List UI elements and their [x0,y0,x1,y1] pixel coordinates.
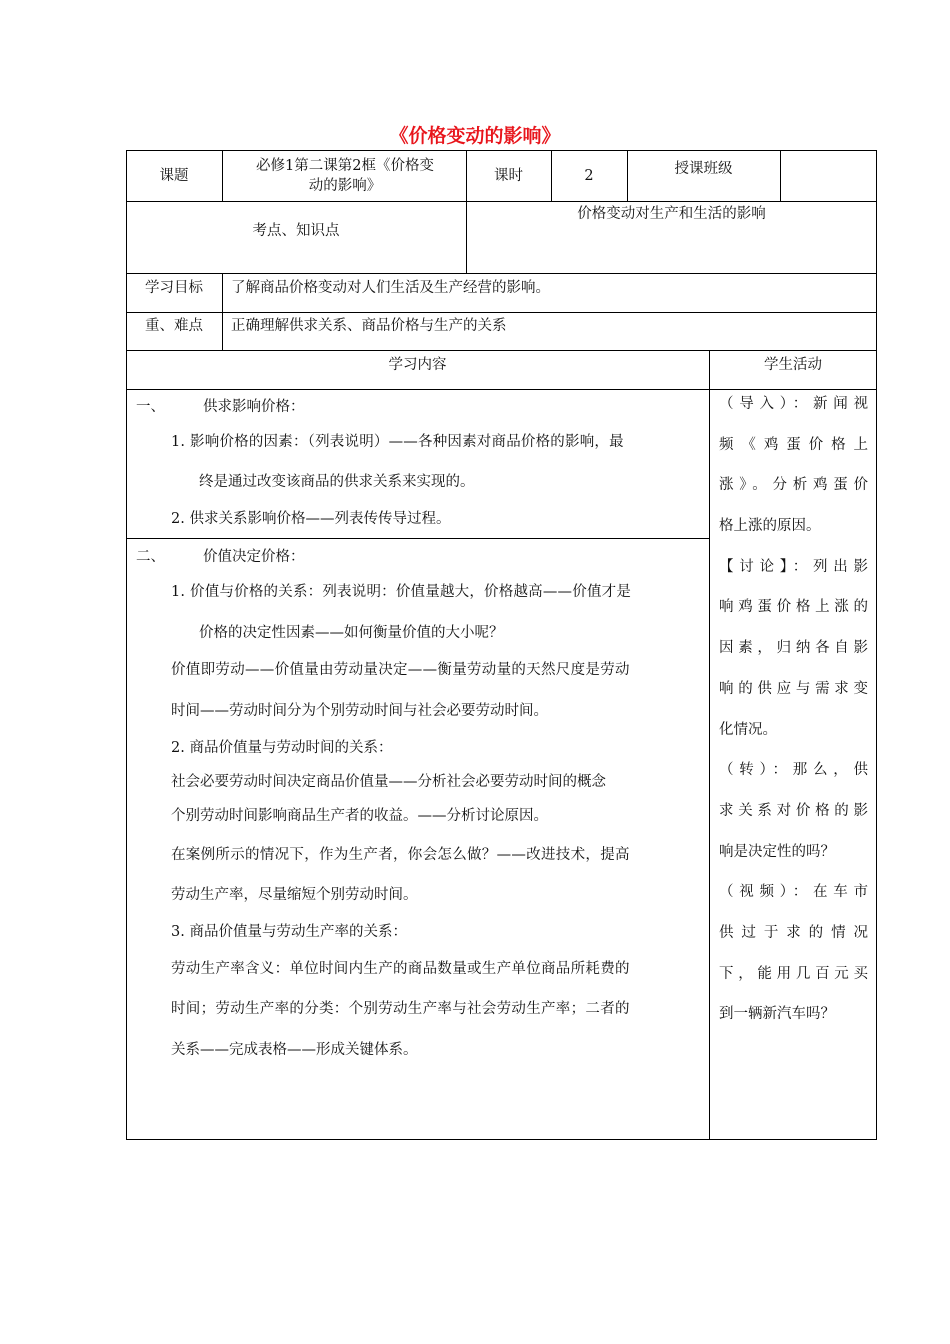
content-line: 1. 影响价格的因素：（列表说明）——各种因素对商品价格的影响，最 [171,434,624,450]
content-line: 2. 商品价值量与劳动时间的关系： [171,740,393,756]
content-line: 劳动生产率，尽量缩短个别劳动时间。 [171,887,418,903]
activity-line: 格上涨的原因。 [719,518,821,535]
col-divider [222,273,223,350]
activity-line: 响鸡蛋价格上涨的 [719,599,868,616]
activity-line: 响是决定性的吗？ [719,843,835,860]
activity-line: 频《鸡蛋价格上 [719,436,868,453]
topic-label: 课题 [159,168,189,184]
content-line: 劳动生产率含义：单位时间内生产的商品数量或生产单位商品所耗费的 [171,961,630,977]
row-divider [126,350,877,351]
period-value: 2 [584,168,594,184]
content-line: 终是通过改变该商品的供求关系来实现的。 [199,474,475,490]
activity-line: （转）：那么，供 [719,762,868,779]
activity-line: 下，能用几百元买 [719,965,868,982]
content-line: 关系——完成表格——形成关键体系。 [171,1042,418,1058]
content-line: 社会必要劳动时间决定商品价值量——分析社会必要劳动时间的概念 [171,774,606,790]
topic-value [226,156,464,196]
goal-value: 了解商品价格变动对人们生活及生产经营的影响。 [231,280,550,296]
activity-line: 因素，归纳各自影 [719,640,868,657]
content-line: 价值即劳动——价值量由劳动量决定——衡量劳动量的天然尺度是劳动 [171,662,630,678]
activity-line: 【讨论】：列出影 [719,558,868,575]
row-divider [126,273,877,274]
col-divider [222,150,223,201]
content-column-header: 学习内容 [388,357,447,373]
content-line: 在案例所示的情况下，作为生产者，你会怎么做？——改进技术，提高 [171,847,630,863]
knowledge-label: 考点、知识点 [252,223,340,239]
activity-line: （视频）：在车市 [719,884,868,901]
col-divider [709,350,710,1140]
period-label: 课时 [494,168,523,184]
focus-value: 正确理解供求关系、商品价格与生产的关系 [231,318,507,334]
activity-line: 化情况。 [719,721,777,738]
topic-value-line: 必修1第二课第2框《价格变 [256,158,434,174]
activity-line: 响的供应与需求变 [719,680,868,697]
section-divider [126,538,710,539]
row-divider [126,312,877,313]
focus-label: 重、难点 [145,318,203,334]
section-heading-number: 二、 [136,549,165,565]
section-heading-text: 供求影响价格： [203,399,305,415]
section-heading-number: 一、 [136,399,165,415]
topic-value-line: 动的影响》 [308,178,382,194]
student-activity-text [719,384,868,1035]
content-line: 1. 价值与价格的关系：列表说明：价值量越大，价格越高——价值才是 [171,584,632,600]
content-line: 3. 商品价值量与劳动生产率的关系： [171,924,407,940]
col-divider [780,150,781,201]
activity-line: 供过于求的情况 [719,924,868,941]
goal-label: 学习目标 [145,280,203,296]
activity-line: 到一辆新汽车吗？ [719,1006,835,1023]
activity-line: 涨》。分析鸡蛋价 [719,477,868,494]
activity-line: 求关系对价格的影 [719,802,868,819]
content-line: 价格的决定性因素——如何衡量价值的大小呢？ [199,625,504,641]
content-line: 2. 供求关系影响价格——列表传传导过程。 [171,511,451,527]
knowledge-value: 价格变动对生产和生活的影响 [577,206,766,222]
row-divider [126,201,877,202]
activity-column-header: 学生活动 [764,357,822,373]
content-line: 时间；劳动生产率的分类：个别劳动生产率与社会劳动生产率；二者的 [171,1001,630,1017]
document-title: 《价格变动的影响》 [389,125,561,147]
class-label: 授课班级 [674,161,733,177]
content-line: 个别劳动时间影响商品生产者的收益。——分析讨论原因。 [171,808,548,824]
content-line: 时间——劳动时间分为个别劳动时间与社会必要劳动时间。 [171,703,548,719]
activity-line: （导入）：新闻视 [719,396,868,412]
section-heading-text: 价值决定价格： [203,549,305,565]
